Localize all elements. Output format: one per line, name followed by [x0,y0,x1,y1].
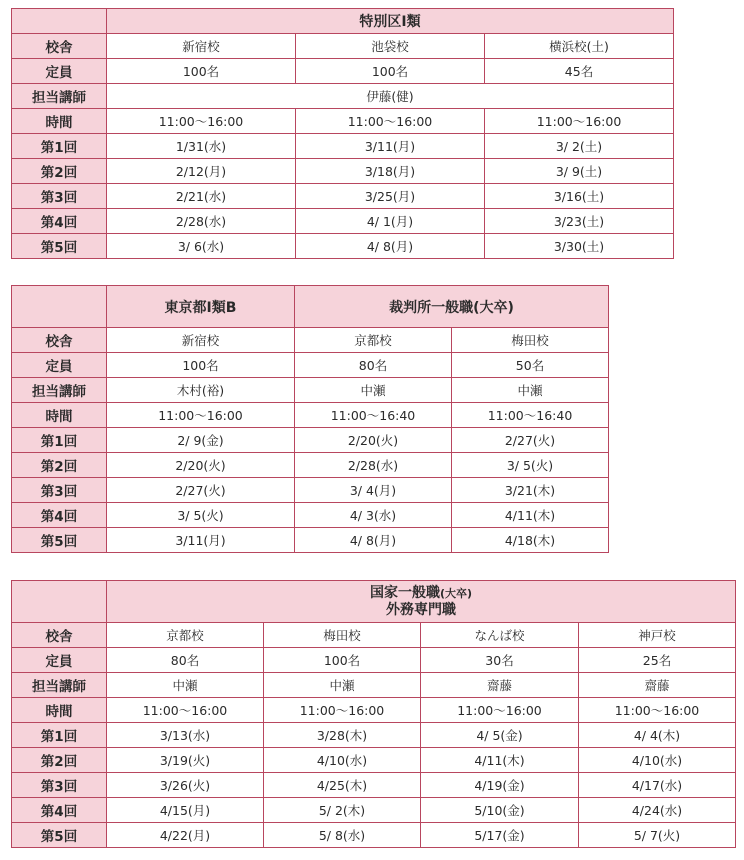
cell-date: 3/ 6(水) [107,234,296,259]
table-title-saibansho: 裁判所一般職(大卒) [295,286,609,328]
cell-capacity: 80名 [107,648,264,673]
cell-date: 4/24(水) [579,798,736,823]
table-title: 特別区Ⅰ類 [107,9,674,34]
cell-date: 3/23(土) [485,209,674,234]
row-label-session: 第4回 [12,209,107,234]
row-label-session: 第4回 [12,798,107,823]
row-label-session: 第5回 [12,823,107,848]
cell-capacity: 80名 [295,353,452,378]
row-label-capacity: 定員 [12,353,107,378]
schedule-table-tokyo-saibansho [11,285,609,553]
row-label-session: 第1回 [12,723,107,748]
cell-date: 4/ 8(月) [295,528,452,553]
cell-date: 3/13(水) [107,723,264,748]
cell-date: 3/26(火) [107,773,264,798]
cell-date: 2/12(月) [107,159,296,184]
row-label-time: 時間 [12,109,107,134]
cell-date: 3/ 2(土) [485,134,674,159]
cell-time: 11:00〜16:00 [107,698,264,723]
cell-capacity: 30名 [421,648,579,673]
cell-date: 4/25(木) [264,773,421,798]
cell-time: 11:00〜16:00 [421,698,579,723]
cell-date: 4/17(水) [579,773,736,798]
cell-date: 3/16(土) [485,184,674,209]
cell-date: 4/22(月) [107,823,264,848]
cell-date: 4/10(水) [264,748,421,773]
row-label-time: 時間 [12,403,107,428]
row-label-session: 第3回 [12,184,107,209]
row-label-session: 第2回 [12,453,107,478]
cell-date: 3/18(月) [296,159,485,184]
cell-date: 4/ 1(月) [296,209,485,234]
cell-school: なんば校 [421,623,579,648]
row-label-capacity: 定員 [12,648,107,673]
cell-date: 2/27(火) [452,428,609,453]
cell-capacity: 45名 [485,59,674,84]
cell-capacity: 100名 [107,353,295,378]
cell-instructor: 中瀬 [264,673,421,698]
corner-cell [12,9,107,34]
cell-date: 2/20(火) [295,428,452,453]
cell-date: 4/ 8(月) [296,234,485,259]
row-label-session: 第3回 [12,773,107,798]
cell-date: 3/28(木) [264,723,421,748]
cell-instructor: 齋藤 [421,673,579,698]
cell-date: 5/ 2(木) [264,798,421,823]
cell-school: 京都校 [295,328,452,353]
row-label-school: 校舎 [12,623,107,648]
table-title-line2: 外務専門職 [386,601,456,618]
cell-date: 5/ 8(水) [264,823,421,848]
cell-date: 3/ 5(火) [452,453,609,478]
cell-time: 11:00〜16:00 [107,403,295,428]
cell-instructor: 中瀬 [107,673,264,698]
row-label-capacity: 定員 [12,59,107,84]
cell-capacity: 100名 [296,59,485,84]
cell-school: 新宿校 [107,328,295,353]
cell-date: 3/21(木) [452,478,609,503]
cell-date: 3/11(月) [296,134,485,159]
cell-date: 3/ 9(土) [485,159,674,184]
cell-instructor: 伊藤(健) [107,84,674,109]
cell-date: 3/25(月) [296,184,485,209]
row-label-session: 第5回 [12,234,107,259]
table-title-tokyo: 東京都Ⅰ類B [107,286,295,328]
row-label-school: 校舎 [12,34,107,59]
row-label-session: 第1回 [12,134,107,159]
row-label-instructor: 担当講師 [12,378,107,403]
cell-date: 4/ 3(水) [295,503,452,528]
cell-school: 京都校 [107,623,264,648]
cell-date: 5/17(金) [421,823,579,848]
corner-cell [12,286,107,328]
cell-date: 4/19(金) [421,773,579,798]
cell-date: 4/18(木) [452,528,609,553]
cell-school: 新宿校 [107,34,296,59]
cell-date: 4/11(木) [421,748,579,773]
cell-school: 梅田校 [264,623,421,648]
cell-date: 2/20(火) [107,453,295,478]
cell-date: 2/28(水) [107,209,296,234]
cell-instructor: 中瀬 [295,378,452,403]
table-title-line1-note: (大卒) [439,586,473,600]
cell-school: 神戸校 [579,623,736,648]
cell-school: 梅田校 [452,328,609,353]
cell-time: 11:00〜16:00 [485,109,674,134]
cell-time: 11:00〜16:00 [107,109,296,134]
row-label-instructor: 担当講師 [12,673,107,698]
cell-capacity: 25名 [579,648,736,673]
cell-date: 4/11(木) [452,503,609,528]
row-label-session: 第2回 [12,159,107,184]
row-label-session: 第5回 [12,528,107,553]
cell-date: 2/28(水) [295,453,452,478]
cell-date: 4/ 5(金) [421,723,579,748]
cell-date: 5/ 7(火) [579,823,736,848]
row-label-session: 第2回 [12,748,107,773]
cell-date: 3/30(土) [485,234,674,259]
cell-date: 3/ 4(月) [295,478,452,503]
cell-instructor: 中瀬 [452,378,609,403]
cell-time: 11:00〜16:40 [295,403,452,428]
cell-time: 11:00〜16:00 [579,698,736,723]
table-title-line1: 国家一般職(大卒) [369,584,473,601]
cell-school: 横浜校(土) [485,34,674,59]
table-title [107,581,736,623]
cell-time: 11:00〜16:00 [296,109,485,134]
cell-date: 3/11(月) [107,528,295,553]
cell-instructor: 木村(裕) [107,378,295,403]
cell-capacity: 100名 [264,648,421,673]
row-label-session: 第4回 [12,503,107,528]
cell-date: 2/21(水) [107,184,296,209]
cell-date: 4/ 4(木) [579,723,736,748]
cell-time: 11:00〜16:00 [264,698,421,723]
cell-date: 2/27(火) [107,478,295,503]
row-label-session: 第3回 [12,478,107,503]
cell-date: 3/ 5(火) [107,503,295,528]
cell-instructor: 齋藤 [579,673,736,698]
row-label-instructor: 担当講師 [12,84,107,109]
corner-cell [12,581,107,623]
cell-date: 4/10(水) [579,748,736,773]
schedule-table-tokubetsuku [11,8,674,259]
cell-capacity: 100名 [107,59,296,84]
row-label-time: 時間 [12,698,107,723]
cell-date: 2/ 9(金) [107,428,295,453]
cell-date: 1/31(水) [107,134,296,159]
cell-time: 11:00〜16:40 [452,403,609,428]
schedule-table-kokka-gaimu [11,580,736,848]
row-label-session: 第1回 [12,428,107,453]
cell-capacity: 50名 [452,353,609,378]
cell-date: 3/19(火) [107,748,264,773]
cell-school: 池袋校 [296,34,485,59]
row-label-school: 校舎 [12,328,107,353]
cell-date: 4/15(月) [107,798,264,823]
cell-date: 5/10(金) [421,798,579,823]
